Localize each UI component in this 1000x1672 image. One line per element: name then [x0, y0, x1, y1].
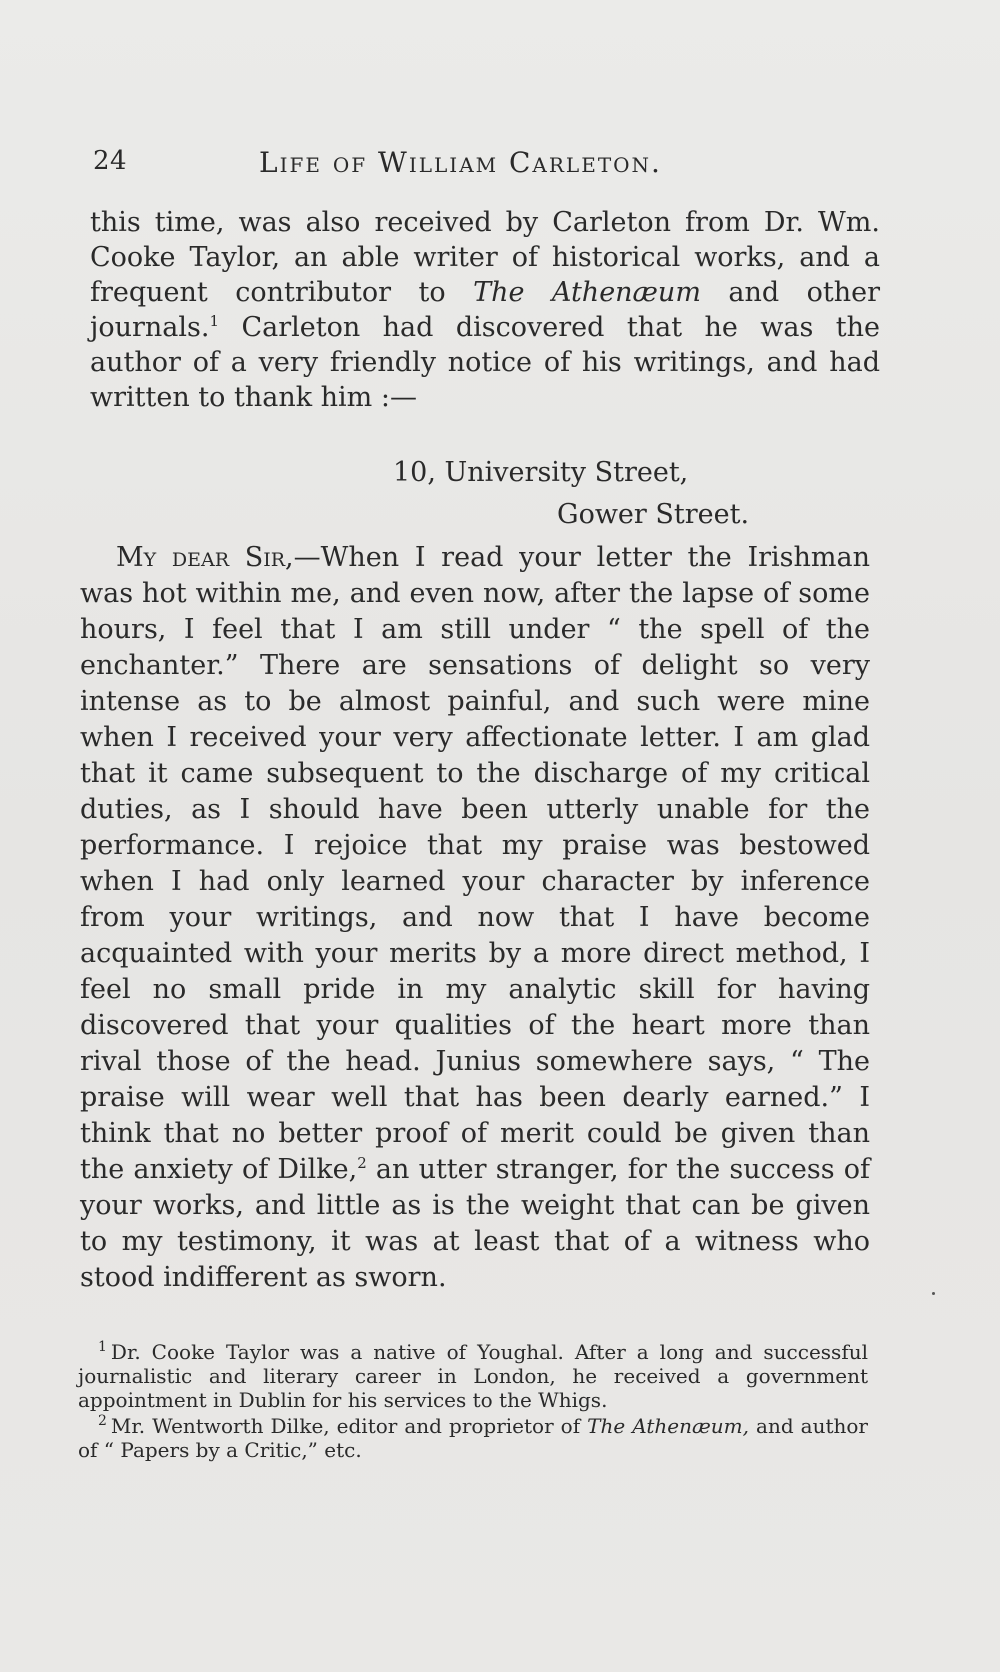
letter-text-part2: an utter stranger, for the success of your works, and little as is the weight that can be given to my testimony, it was at least that of a witness who stood indifferent as sworn. — [80, 1154, 871, 1293]
page-number: 24 — [93, 146, 128, 176]
page-header — [93, 146, 883, 186]
footnote-marker-1: 1 — [98, 1339, 107, 1356]
footnotes — [78, 1340, 868, 1462]
letter-body — [80, 540, 870, 1296]
letter-text-part1: —When I read your letter the Irishman was hot within me, and even now, after the lapse of some hours, I feel that I am still under “ the spell of the enchanter.” There are sensations of delight so very intense as to be almost painful, and such were mine when I received your very affectionate letter. I am glad that it came subsequent to the discharge of my critical duties, as I should have been utterly unable for the performance. I rejoice that my praise was bestowed when I had only learned your character by inference from your writings, and now that I have become acquainted with your merits by a more direct method, I feel no small pride in my analytic skill for having discovered that your qualities of the heart more than rival those of the head. Junius somewhere says, “ The praise will wear well that has been dearly earned.” I think that no better proof of merit could be given than the anxiety of Dilke, — [80, 542, 870, 1185]
footnote-marker-2: 2 — [98, 1413, 107, 1430]
address-line-1: 10, University Street, — [393, 457, 689, 488]
footnote-text-1: Dr. Cooke Taylor was a native of Youghal. After a long and successful journalistic and literary career in London, he received a government appointment in Dublin for his services to the Whigs. — [78, 1340, 868, 1412]
footnote-ref-1: 1 — [209, 312, 220, 330]
intro-text-start: this time, was also received by Carleton from Dr. Wm. Cooke Taylor, an able writer of historical works, and a frequent contributor to — [90, 207, 880, 308]
paper-speck — [932, 1292, 935, 1295]
footnote-ref-2: 2 — [357, 1154, 367, 1172]
running-title: Life of William Carleton. — [259, 146, 662, 179]
journal-title: The Athenæum — [473, 277, 701, 308]
address-line-2: Gower Street. — [557, 499, 750, 530]
letter-salutation: My dear Sir, — [116, 542, 294, 573]
footnote-text-2-end: and author of “ Papers by a Critic,” etc. — [78, 1414, 868, 1462]
footnote-1 — [78, 1340, 868, 1412]
intro-text-end: Carleton had discovered that he was the author of a very friendly notice of his writings, and had written to thank him :— — [90, 312, 880, 413]
footnote-text-2-start: Mr. Wentworth Dilke, editor and proprietor of — [110, 1414, 588, 1438]
footnote-journal-title: The Athenæum, — [587, 1414, 749, 1438]
intro-paragraph — [90, 205, 880, 415]
intro-text-mid: and other journals. — [90, 277, 880, 343]
footnote-2 — [78, 1414, 868, 1462]
